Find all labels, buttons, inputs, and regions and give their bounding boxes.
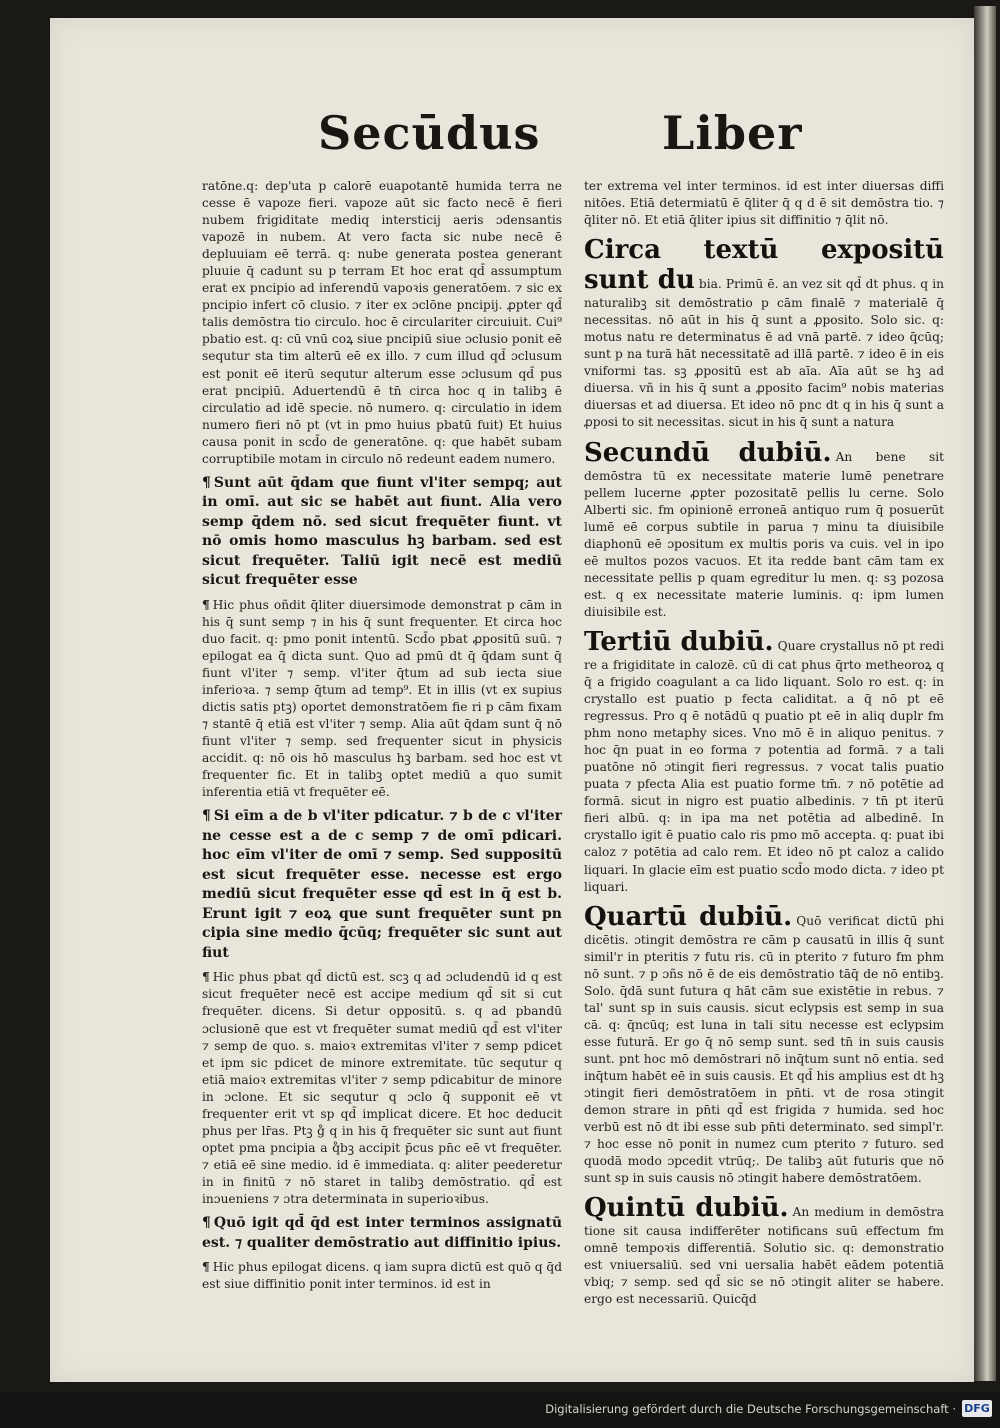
- section-dubium-5: [584, 1193, 944, 1308]
- footer-bar: [0, 1392, 1000, 1428]
- paragraph: [202, 1259, 562, 1293]
- dfg-logo-icon: DFG: [962, 1400, 992, 1417]
- lemma-paragraph: [202, 1214, 562, 1253]
- section-dubium-3: [584, 627, 944, 896]
- section-text: Quare crystallus nō pt redi re a frigiditate in calozē. cū di cat phus q̄rto metheoroꝝ q q̄ a frigido coagulant a ca lido liquant. Solo ro est. q: in crystallo est puatio p fecta caliditat. a q̄ nō pt eē regressus. Pro q ē notādū q puatio pt eē in aliq duplr fm phm nono metaphy sices. Vno mō ē in aliquo penitus. ⁊ hoc q̄n puat in eo forma ⁊ potentia ad formā. ⁊ a tali puatōne nō ɔtingit fieri regressus. ⁊ vocat talis puatio puata ⁊ pfecta Alia est puatio forme tm̄. ⁊ nō potētie ad formā. sicut in nigro est puatio albedinis. ⁊ tn̄ pt iterū fieri albū. q: in ipa ma net potētia ad albedinē. In crystallo igit ē puatio calo ris pmo mō accepta. q: puat ibi caloz ⁊ potētia ad calo rem. Et ideo nō pt caloz a calido liquari. In glacie eīm est puatio scd̄o modo dicta. ⁊ ideo pt liquari.: [584, 638, 944, 894]
- running-head-right: Liber: [662, 106, 803, 160]
- lemma-text: Si eīm a de b vl'iter pdicatur. ⁊ b de c vl'iter ne cesse est a de c semp ⁊ de omī pdicari. hoc eīm vl'iter de omī ⁊ semp. Sed suppositū est sicut frequēter esse. necesse est ergo mediū sicut frequēter esse qd̄ est in q̄ est b. Erunt igit ⁊ eoꝝ que sunt frequēter sunt pn cipia sine medio q̄cūq; frequēter sic sunt aut fiut: [202, 808, 562, 961]
- lemma-paragraph: [202, 474, 562, 591]
- section-heading: Quintū dubiū.: [584, 1193, 789, 1224]
- paragraph: ter extrema vel inter terminos. id est inter diuersas diffi nitōes. Etiā determiatū ē q̄liter q̄ q d ē sit demōstra tio. ⁊ q̄liter nō. Et etiā q̄liter ipius sit diffinitio ⁊ q̄lit nō.: [584, 179, 944, 228]
- right-column: [584, 178, 944, 1315]
- footer-credit: Digitalisierung gefördert durch die Deutsche Forschungsgemeinschaft ·: [545, 1402, 956, 1416]
- section-heading: Circa textū expositū sunt du: [584, 235, 944, 296]
- section-dubium-4: [584, 902, 944, 1188]
- page-edge: [974, 6, 996, 1381]
- section-heading: Secundū dubiū.: [584, 437, 832, 468]
- paragraph-text: Hic phus oñdit q̄liter diuersimode demonstrat p cām in his q̄ sunt semp ⁊ in his q̄ sunt frequenter. Et circa hoc duo facit. q: pmo ponit intentū. Scd̄o pbat ꝓpositū suū. ⁊ epilogat ea q̄ dicta sunt. Quo ad pmū dt q̄ q̄dam sunt q̄ fiunt vl'iter ⁊ semp. vl'iter q̄tum ad sub iecta siue inferioꝛa. ⁊ semp q̄tum ad temp⁹. Et in illis (vt ex supius dictis satis ptꝫ) oportet demonstratōem fie ri p cām fixam ⁊ stantē q̄ etiā est vl'iter ⁊ semp. Alia aūt q̄dam sunt q̄ nō fiunt vl'iter ⁊ semp. sed frequenter sicut in physicis accidit. q: nō ois hō masculus hꝫ barbam. sed hoc est vt frequenter fic. Et in talibꝫ optet mediū a quo sumit inferentia etiā vt frequēter eē.: [202, 597, 562, 800]
- pilcrow-icon: ¶: [202, 474, 211, 491]
- section-heading: Tertiū dubiū.: [584, 626, 774, 657]
- section-dubium-2: [584, 438, 944, 621]
- book-page: [50, 18, 974, 1382]
- pilcrow-icon: ¶: [202, 1260, 210, 1275]
- pilcrow-icon: ¶: [202, 808, 211, 825]
- pilcrow-icon: ¶: [202, 1215, 211, 1232]
- paragraph-text: Hic phus pbat qd̄ dictū est. scꝫ q ad ɔcludendū id q est sicut frequēter necē est accipe medium qd̄ sit si cut frequēter. dicens. Si detur oppositū. s. q ad pbandū ɔclusionē que est vt frequēter sumat mediū qd̄ est vl'iter ⁊ semp de quo. s. maioꝛ extremitas vl'iter ⁊ semp pdicet et ipm sic pdicet de minore extremitate. tūc sequtur q etiā maioꝛ extremitas vl'iter ⁊ semp pdicabitur de minore in ɔclone. Et sic sequtur q ɔclo q̄ supponit eē vt frequenter erit vt sp qd̄ implicat dicere. Et hoc deducit phus per lr̄as. Ptꝫ g̊ q in his q̄ frequēter sic sunt aut fiunt optet pma pncipia a q̊bꝫ accipit p̄cus pn̄c eē vt frequēter. ⁊ etiā eē sine medio. id ē immediata. q: aliter peederetur in in finitū ⁊ nō staret in talibꝫ demōstratio. qd̄ est inɔueniens ⁊ ɔtra determinata in superioꝛibus.: [202, 970, 562, 1206]
- section-text: An medium in demōstra tione sit causa indifferēter notificans suū effectum fm omnē tempoꝛis differentiā. Solutio sic. q: demonstratio est vniuersaliū. sed vni uersalia habēt eādem potentiā vbiq; ⁊ semp. sed qd̄ sic se nō ɔtingit aliter se habere. ergo est necessariū. Quicq̄d: [584, 1205, 944, 1307]
- lemma-paragraph: [202, 807, 562, 963]
- left-column: [202, 178, 562, 1299]
- paragraph: [202, 597, 562, 802]
- pilcrow-icon: ¶: [202, 970, 210, 985]
- paragraph: ratōne.q: dep'uta p calorē euapotantē humida terra ne cesse ē vapoze fieri. vapoze aūt sic facto necē ē fieri nubem frigiditate mediq intersticij aeris ɔdensantis vapozē in nubem. At vero facta sic nube necē ē depluuiam eē terrā. q: nube generata postea generant pluuie q̄ cadunt su p terram Et hoc erat qd̄ assumptum erat ex pncipio ad inferendū vapoꝛis generatōem. ⁊ sic ex pncipio infert cō clusio. ⁊ iter ex ɔclōne pncipij. ꝓpter qd̄ talis demōstra tio circulo. hoc ē circulariter circuiuit. Cui⁹ pbatio est. q: cū vnū coꝝ siue pncipiū siue ɔclusio ponit eē sequtur sta tim alterū eē ex illo. ⁊ cum illud qd̄ ɔclusum est ponit eē iterū sequtur alterum esse ɔclusum qd̄ pus erat pncipiū. Aduertendū ē tn̄ circa hoc q in talibꝫ ē circulatio ad idē specie. nō numero. q: circulatio in idem numero fieri nō pt (vt in pmo huius pbatū fuit) Et huius causa ponit in scd̄o de generatōne. q: que habēt subam corruptibile motam in circulo nō redeunt eadem numero.: [202, 179, 562, 466]
- paragraph-text: Hic phus epilogat dicens. q iam supra dictū est quō q q̄d est siue diffinitio ponit inter terminos. id est in: [202, 1260, 562, 1292]
- lemma-text: Sunt aūt q̄dam que fiunt vl'iter sempq; aut in omī. aut sic se habēt aut fiunt. Alia vero semp q̄dem nō. sed sicut frequēter fiunt. vt nō omis homo masculus hꝫ barbam. sed est sicut frequēter. Taliū igit necē est mediū sicut frequēter esse: [202, 474, 562, 589]
- section-text: bia. Primū ē. an vez sit qd̄ dt phus. q in naturalibꝫ sit demōstratio p cām finalē ⁊ materialē q̄ necessitas. nō aūt in his q̄ sunt a ꝓposito. Solo sic. q: motus natu re determinatus ē ad vnā partē. ⁊ ideo q̄cūq; sunt p na turā hāt necessitatē ad illā partē. ⁊ ideo ē in eis vniformi tas. sꝫ ꝓpositū est ab aīa. Aīa aūt se hꝫ ad diuersa. vñ in his q̄ sunt a ꝓposito facim⁹ nobis materias diuersas et ad diuersa. Et ideo nō pnc dt q in his q̄ sunt a ꝓposi to sit necessitas. sicut in his q̄ sunt a natura: [584, 277, 944, 430]
- section-heading: Quartū dubiū.: [584, 901, 793, 932]
- running-head: [50, 106, 974, 176]
- section-text: An bene sit demōstra tū ex necessitate materie lumē penetrare pellem lucerne ꝓpter pozositatē pellis lu cerne. Solo Alberti sic. fm opinionē erroneā antiquo rum q̄ posuerūt lumē eē corpus subtile in parua ⁊ minu ta diuisibile diaphonū eē ɔpositum ex multis poris va cuis. vel in ipo eē multos pozos vacuos. Et ita redde bant cām tam ex necessitate pellis p quam egreditur lu men. q: sꝫ pozosa est. q ex necessitate materie luminis. q: ipm lumen diuisibile est.: [584, 449, 945, 619]
- section-dubium-1: [584, 235, 944, 431]
- running-head-left: Secūdus: [318, 106, 541, 160]
- lemma-text: Quō igit qd̄ q̄d est inter terminos assignatū est. ⁊ qualiter demōstratio aut diffinitio ipius.: [202, 1215, 562, 1251]
- section-text: Quō verificat dictū phi dicētis. ɔtingit demōstra re cām p causatū in illis q̄ sunt simil'r in pteritis ⁊ futu ris. cū in pterito ⁊ futuro fm phm nō sunt. ⁊ p ɔñs nō ē de eis demōstratio tāq̄ de nō entibꝫ. Solo. q̄dā sunt futura q hāt cām sue existētie in rebus. ⁊ tal' sunt sp in suis causis. sicut eclypsis est semp in sua cā. q: q̄ncūq; est luna in tali situ necesse est eclypsim esse futurā. Er go q̄ nō semp sunt. sed tn̄ in suis causis sunt. pnt hoc mō demōstrari nō inq̄tum sunt nō entia. sed inq̄tum habēt eē in suis causis. Et qd̄ his amplius est dt hꝫ ɔtingit fieri demōstratōem in pn̄ti. vt de rosa ɔtingit demon strare in pn̄ti qd̄ est frigida ⁊ humida. sed hoc verbū est nō dt ibi esse sub pn̄ti determinato. sed simpl'r. ⁊ hoc esse nō ponit in numez cum pterito ⁊ futuro. sed quodā modo ɔpcedit vtrūq;. De talibꝫ aūt futuris que nō sunt sp in suis causis nō ɔtingit habere demōstratōem.: [584, 913, 945, 1186]
- pilcrow-icon: ¶: [202, 597, 210, 612]
- paragraph: [202, 969, 562, 1208]
